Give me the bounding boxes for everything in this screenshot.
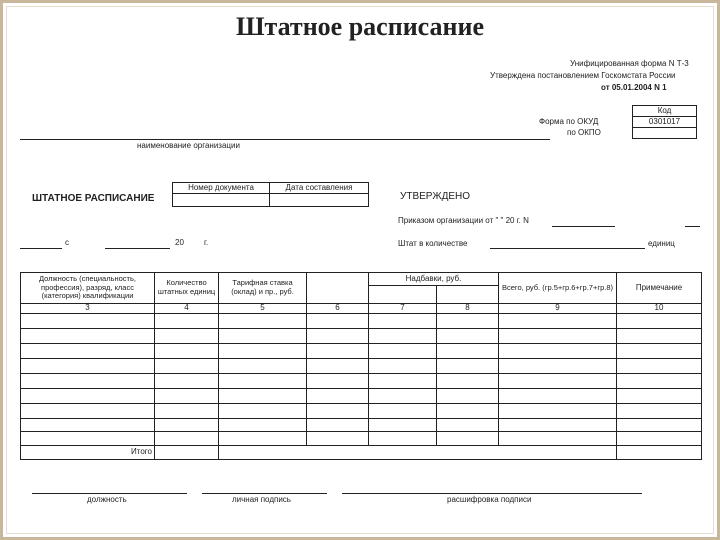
period-from-label: с bbox=[65, 238, 69, 247]
staffing-table bbox=[20, 272, 702, 460]
slide-title: Штатное расписание bbox=[235, 12, 485, 41]
header-total: Всего, руб. (гр.5+гр.6+гр.7+гр.8) bbox=[502, 282, 613, 292]
doc-number-header: Номер документа bbox=[188, 183, 254, 193]
okud-code-cell: 0301017 bbox=[632, 116, 697, 128]
org-name-caption: наименование организации bbox=[137, 141, 240, 150]
unified-form-label: Унифицированная форма N Т-3 bbox=[570, 59, 689, 68]
header-position: Должность (специальность, профессия), разряд, класс (категория) квалификации bbox=[39, 274, 136, 301]
doc-number-date-table bbox=[172, 182, 369, 207]
header-note: Примечание bbox=[635, 283, 683, 293]
period-year-label: 20 bbox=[175, 238, 184, 247]
col-number: 10 bbox=[654, 303, 664, 313]
code-header-cell: Код bbox=[632, 105, 697, 117]
approved-by-label: Утверждена постановлением Госкомстата России bbox=[490, 71, 676, 80]
col-number: 8 bbox=[465, 303, 470, 313]
org-name-line bbox=[20, 139, 550, 140]
okpo-label: по ОКПО bbox=[567, 128, 601, 137]
approved-date-label: от 05.01.2004 N 1 bbox=[601, 83, 667, 92]
doc-date-header: Дата составления bbox=[285, 183, 353, 193]
staffing-form bbox=[15, 55, 705, 525]
signature-position-caption: должность bbox=[87, 495, 127, 504]
staff-count-label: Штат в количестве bbox=[398, 239, 468, 248]
okud-label: Форма по ОКУД bbox=[539, 117, 599, 126]
col-number: 3 bbox=[85, 303, 90, 313]
order-line: Приказом организации от " " 20 г. N bbox=[398, 216, 529, 225]
col-number: 5 bbox=[260, 303, 265, 313]
header-rate: Тарифная ставка (оклад) и пр., руб. bbox=[231, 278, 294, 296]
total-row-label: Итого bbox=[131, 447, 152, 457]
okpo-code-cell bbox=[632, 127, 697, 139]
col-number: 4 bbox=[184, 303, 189, 313]
signature-caption: личная подпись bbox=[232, 495, 291, 504]
col-number: 7 bbox=[400, 303, 405, 313]
col-number: 9 bbox=[555, 303, 560, 313]
header-count: Количество штатных единиц bbox=[157, 278, 216, 296]
period-suffix: г. bbox=[204, 238, 209, 247]
doc-title: ШТАТНОЕ РАСПИСАНИЕ bbox=[32, 193, 155, 204]
col-number: 6 bbox=[335, 303, 340, 313]
signature-decoding-caption: расшифровка подписи bbox=[447, 495, 532, 504]
approved-header: УТВЕРЖДЕНО bbox=[400, 191, 471, 202]
staff-units-label: единиц bbox=[648, 239, 675, 248]
header-allowances: Надбавки, руб. bbox=[405, 274, 462, 284]
